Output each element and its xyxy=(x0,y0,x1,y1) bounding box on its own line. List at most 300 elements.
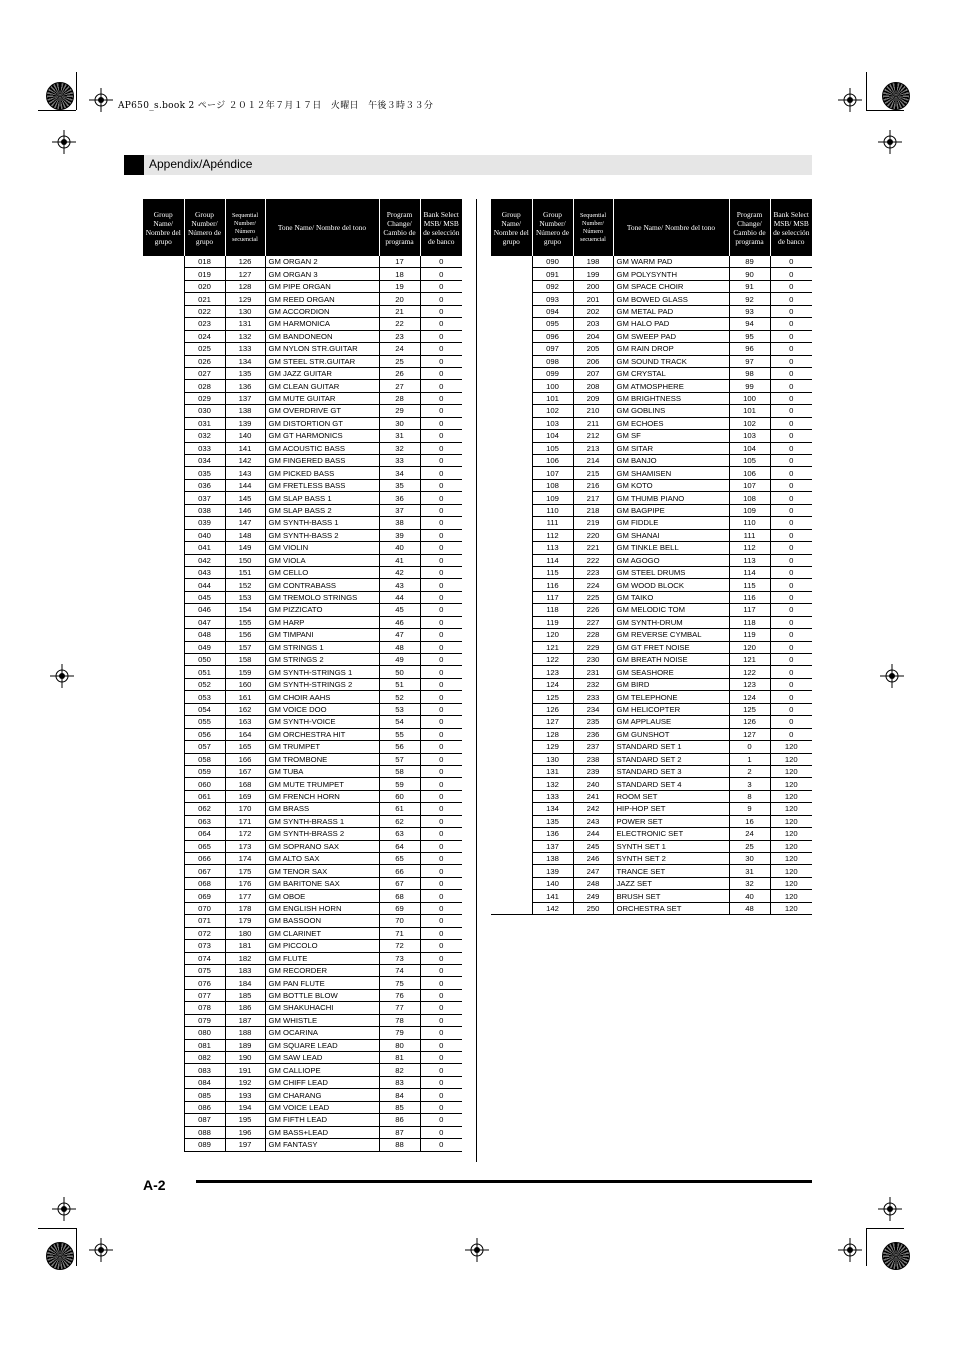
group-number-cell: 051 xyxy=(184,666,225,678)
sequential-number-cell: 191 xyxy=(225,1064,265,1076)
bank-select-cell: 0 xyxy=(770,280,812,292)
tone-name-cell: GM GUNSHOT xyxy=(613,728,729,740)
group-name-cell xyxy=(491,778,532,790)
table-row xyxy=(143,815,462,827)
program-change-cell: 25 xyxy=(729,840,770,852)
bank-select-cell: 120 xyxy=(770,778,812,790)
col-header-bank-select: Bank Select MSB/ MSB de selección de banco xyxy=(770,199,812,256)
program-change-cell: 24 xyxy=(379,343,420,355)
tone-name-cell: GM CHARANG xyxy=(265,1089,379,1101)
group-name-cell xyxy=(143,479,184,491)
group-name-cell xyxy=(143,828,184,840)
program-change-cell: 27 xyxy=(379,380,420,392)
table-row xyxy=(143,417,462,429)
sequential-number-cell: 174 xyxy=(225,853,265,865)
table-row xyxy=(143,268,462,280)
bank-select-cell: 0 xyxy=(770,417,812,429)
group-number-cell: 073 xyxy=(184,940,225,952)
group-number-cell: 103 xyxy=(532,417,573,429)
group-number-cell: 081 xyxy=(184,1039,225,1051)
bank-select-cell: 0 xyxy=(770,392,812,404)
program-change-cell: 96 xyxy=(729,343,770,355)
group-name-cell xyxy=(143,815,184,827)
table-row xyxy=(491,355,812,367)
program-change-cell: 62 xyxy=(379,815,420,827)
tone-name-cell: GM KOTO xyxy=(613,479,729,491)
program-change-cell: 100 xyxy=(729,392,770,404)
group-name-cell xyxy=(143,728,184,740)
program-change-cell: 74 xyxy=(379,964,420,976)
sequential-number-cell: 250 xyxy=(573,902,613,914)
group-name-cell xyxy=(491,280,532,292)
table-row xyxy=(143,952,462,964)
program-change-cell: 20 xyxy=(379,293,420,305)
table-row xyxy=(491,828,812,840)
table-row xyxy=(143,392,462,404)
sequential-number-cell: 229 xyxy=(573,641,613,653)
group-number-cell: 037 xyxy=(184,492,225,504)
table-row xyxy=(491,280,812,292)
program-change-cell: 33 xyxy=(379,455,420,467)
group-number-cell: 082 xyxy=(184,1052,225,1064)
group-number-cell: 100 xyxy=(532,380,573,392)
bank-select-cell: 0 xyxy=(420,803,462,815)
group-name-cell xyxy=(143,554,184,566)
sequential-number-cell: 189 xyxy=(225,1039,265,1051)
sequential-number-cell: 201 xyxy=(573,293,613,305)
program-change-cell: 125 xyxy=(729,703,770,715)
group-name-cell xyxy=(143,566,184,578)
program-change-cell: 81 xyxy=(379,1052,420,1064)
group-name-cell xyxy=(491,256,532,268)
bank-select-cell: 0 xyxy=(770,430,812,442)
program-change-cell: 53 xyxy=(379,703,420,715)
group-number-cell: 111 xyxy=(532,517,573,529)
group-name-cell xyxy=(143,778,184,790)
table-row xyxy=(143,405,462,417)
col-header-tone-name: Tone Name/ Nombre del tono xyxy=(265,199,379,256)
bank-select-cell: 0 xyxy=(420,778,462,790)
group-name-cell xyxy=(491,902,532,914)
table-row xyxy=(491,268,812,280)
tone-name-cell: STANDARD SET 4 xyxy=(613,778,729,790)
sequential-number-cell: 207 xyxy=(573,367,613,379)
group-name-cell xyxy=(491,355,532,367)
program-change-cell: 76 xyxy=(379,989,420,1001)
sequential-number-cell: 181 xyxy=(225,940,265,952)
group-number-cell: 066 xyxy=(184,853,225,865)
group-name-cell xyxy=(491,293,532,305)
footer-rule xyxy=(196,1180,812,1183)
group-name-cell xyxy=(143,504,184,516)
group-number-cell: 093 xyxy=(532,293,573,305)
group-name-cell xyxy=(491,803,532,815)
group-number-cell: 142 xyxy=(532,902,573,914)
program-change-cell: 99 xyxy=(729,380,770,392)
table-row xyxy=(491,479,812,491)
group-number-cell: 069 xyxy=(184,890,225,902)
program-change-cell: 36 xyxy=(379,492,420,504)
tone-name-cell: GM SLAP BASS 1 xyxy=(265,492,379,504)
tone-name-cell: GM SLAP BASS 2 xyxy=(265,504,379,516)
table-row xyxy=(143,256,462,268)
tone-name-cell: GM SYNTH-STRINGS 2 xyxy=(265,678,379,690)
table-row xyxy=(143,778,462,790)
col-header-program-change: Program Change/ Cambio de programa xyxy=(729,199,770,256)
group-number-cell: 075 xyxy=(184,964,225,976)
sequential-number-cell: 185 xyxy=(225,989,265,1001)
group-number-cell: 115 xyxy=(532,566,573,578)
crop-line xyxy=(38,110,76,111)
table-row xyxy=(143,280,462,292)
group-number-cell: 107 xyxy=(532,467,573,479)
bank-select-cell: 0 xyxy=(420,877,462,889)
sequential-number-cell: 173 xyxy=(225,840,265,852)
group-number-cell: 077 xyxy=(184,989,225,1001)
sequential-number-cell: 233 xyxy=(573,691,613,703)
sequential-number-cell: 139 xyxy=(225,417,265,429)
table-row xyxy=(143,1014,462,1026)
sequential-number-cell: 242 xyxy=(573,803,613,815)
program-change-cell: 115 xyxy=(729,579,770,591)
tone-name-cell: GM SOUND TRACK xyxy=(613,355,729,367)
group-name-cell xyxy=(143,952,184,964)
bank-select-cell: 0 xyxy=(770,703,812,715)
table-row xyxy=(143,542,462,554)
tone-name-cell: GM SHANAI xyxy=(613,529,729,541)
table-row xyxy=(143,293,462,305)
color-target-icon xyxy=(46,82,74,110)
bank-select-cell: 0 xyxy=(420,790,462,802)
tone-name-cell: GM SAW LEAD xyxy=(265,1052,379,1064)
sequential-number-cell: 159 xyxy=(225,666,265,678)
sequential-number-cell: 198 xyxy=(573,256,613,268)
table-row xyxy=(143,927,462,939)
crop-line xyxy=(866,72,867,110)
group-number-cell: 061 xyxy=(184,790,225,802)
group-number-cell: 036 xyxy=(184,479,225,491)
group-name-cell xyxy=(143,902,184,914)
program-change-cell: 102 xyxy=(729,417,770,429)
group-name-cell xyxy=(491,691,532,703)
sequential-number-cell: 153 xyxy=(225,591,265,603)
tone-name-cell: GM TELEPHONE xyxy=(613,691,729,703)
table-row xyxy=(491,691,812,703)
group-number-cell: 120 xyxy=(532,629,573,641)
table-row xyxy=(143,989,462,1001)
tone-name-cell: GM STRINGS 2 xyxy=(265,654,379,666)
table-row xyxy=(491,442,812,454)
sequential-number-cell: 155 xyxy=(225,616,265,628)
group-name-cell xyxy=(143,666,184,678)
table-row xyxy=(491,678,812,690)
tone-name-cell: GM VOICE LEAD xyxy=(265,1101,379,1113)
tone-name-cell: GM CHOIR AAHS xyxy=(265,691,379,703)
table-row xyxy=(491,405,812,417)
table-row xyxy=(143,865,462,877)
bank-select-cell: 0 xyxy=(770,492,812,504)
program-change-cell: 32 xyxy=(729,877,770,889)
tone-name-cell: GM TUBA xyxy=(265,765,379,777)
sequential-number-cell: 172 xyxy=(225,828,265,840)
table-row xyxy=(143,591,462,603)
program-change-cell: 95 xyxy=(729,330,770,342)
bank-select-cell: 0 xyxy=(420,492,462,504)
table-end-rule xyxy=(491,914,812,915)
tone-name-cell: GM SITAR xyxy=(613,442,729,454)
table-row xyxy=(491,417,812,429)
bank-select-cell: 0 xyxy=(420,964,462,976)
bank-select-cell: 0 xyxy=(420,591,462,603)
group-name-cell xyxy=(491,517,532,529)
group-name-cell xyxy=(491,828,532,840)
group-name-cell xyxy=(143,318,184,330)
program-change-cell: 59 xyxy=(379,778,420,790)
table-row xyxy=(491,790,812,802)
color-target-icon xyxy=(882,82,910,110)
program-change-cell: 103 xyxy=(729,430,770,442)
program-change-cell: 45 xyxy=(379,604,420,616)
sequential-number-cell: 234 xyxy=(573,703,613,715)
program-change-cell: 114 xyxy=(729,566,770,578)
crop-line xyxy=(38,1228,76,1229)
section-header xyxy=(124,155,812,175)
program-change-cell: 26 xyxy=(379,367,420,379)
registration-mark-icon xyxy=(89,88,113,112)
program-change-cell: 52 xyxy=(379,691,420,703)
sequential-number-cell: 127 xyxy=(225,268,265,280)
program-change-cell: 110 xyxy=(729,517,770,529)
bank-select-cell: 0 xyxy=(770,529,812,541)
table-row xyxy=(491,455,812,467)
table-row xyxy=(491,853,812,865)
group-name-cell xyxy=(143,790,184,802)
sequential-number-cell: 149 xyxy=(225,542,265,554)
group-number-cell: 080 xyxy=(184,1027,225,1039)
tone-name-cell: HIP-HOP SET xyxy=(613,803,729,815)
program-change-cell: 117 xyxy=(729,604,770,616)
table-row xyxy=(143,753,462,765)
sequential-number-cell: 205 xyxy=(573,343,613,355)
program-change-cell: 8 xyxy=(729,790,770,802)
table-row xyxy=(491,330,812,342)
sequential-number-cell: 148 xyxy=(225,529,265,541)
sequential-number-cell: 167 xyxy=(225,765,265,777)
bank-select-cell: 0 xyxy=(770,666,812,678)
bank-select-cell: 120 xyxy=(770,877,812,889)
program-change-cell: 83 xyxy=(379,1076,420,1088)
group-number-cell: 074 xyxy=(184,952,225,964)
tone-name-cell: GM ACOUSTIC BASS xyxy=(265,442,379,454)
registration-mark-icon xyxy=(52,1197,76,1221)
tone-name-cell: GM ACCORDION xyxy=(265,305,379,317)
group-name-cell xyxy=(491,417,532,429)
tone-name-cell: GM TRUMPET xyxy=(265,741,379,753)
group-number-cell: 112 xyxy=(532,529,573,541)
program-change-cell: 42 xyxy=(379,566,420,578)
bank-select-cell: 0 xyxy=(420,330,462,342)
tone-name-cell: GM SEASHORE xyxy=(613,666,729,678)
column-divider xyxy=(476,199,477,1162)
table-row xyxy=(143,517,462,529)
tone-name-cell: GM SOPRANO SAX xyxy=(265,840,379,852)
group-number-cell: 022 xyxy=(184,305,225,317)
group-name-cell xyxy=(143,280,184,292)
group-number-cell: 038 xyxy=(184,504,225,516)
bank-select-cell: 120 xyxy=(770,815,812,827)
bank-select-cell: 0 xyxy=(770,517,812,529)
tone-name-cell: GM BOTTLE BLOW xyxy=(265,989,379,1001)
program-change-cell: 119 xyxy=(729,629,770,641)
group-name-cell xyxy=(491,790,532,802)
sequential-number-cell: 212 xyxy=(573,430,613,442)
col-header-bank-select: Bank Select MSB/ MSB de selección de banco xyxy=(420,199,462,256)
group-number-cell: 114 xyxy=(532,554,573,566)
program-change-cell: 44 xyxy=(379,591,420,603)
group-number-cell: 131 xyxy=(532,765,573,777)
group-number-cell: 052 xyxy=(184,678,225,690)
table-row xyxy=(491,877,812,889)
tone-name-cell: GM OVERDRIVE GT xyxy=(265,405,379,417)
sequential-number-cell: 194 xyxy=(225,1101,265,1113)
group-number-cell: 126 xyxy=(532,703,573,715)
bank-select-cell: 0 xyxy=(420,504,462,516)
sequential-number-cell: 135 xyxy=(225,367,265,379)
group-number-cell: 034 xyxy=(184,455,225,467)
bank-select-cell: 120 xyxy=(770,865,812,877)
group-name-cell xyxy=(143,654,184,666)
bank-select-cell: 0 xyxy=(420,305,462,317)
sequential-number-cell: 137 xyxy=(225,392,265,404)
bank-select-cell: 0 xyxy=(420,380,462,392)
sequential-number-cell: 152 xyxy=(225,579,265,591)
group-name-cell xyxy=(143,380,184,392)
bank-select-cell: 0 xyxy=(420,654,462,666)
bank-select-cell: 0 xyxy=(770,442,812,454)
bank-select-cell: 0 xyxy=(770,479,812,491)
tone-name-cell: GM TROMBONE xyxy=(265,753,379,765)
registration-mark-icon xyxy=(878,130,902,154)
group-number-cell: 122 xyxy=(532,654,573,666)
tone-name-cell: GM SQUARE LEAD xyxy=(265,1039,379,1051)
group-name-cell xyxy=(491,877,532,889)
group-number-cell: 063 xyxy=(184,815,225,827)
bank-select-cell: 0 xyxy=(420,915,462,927)
group-name-cell xyxy=(491,305,532,317)
program-change-cell: 54 xyxy=(379,716,420,728)
group-name-cell xyxy=(491,542,532,554)
bank-select-cell: 0 xyxy=(420,442,462,454)
group-name-cell xyxy=(143,989,184,1001)
tone-name-cell: GM SHAKUHACHI xyxy=(265,1002,379,1014)
sequential-number-cell: 246 xyxy=(573,853,613,865)
tone-name-cell: GM PICKED BASS xyxy=(265,467,379,479)
sequential-number-cell: 227 xyxy=(573,616,613,628)
table-row xyxy=(143,1039,462,1051)
bank-select-cell: 0 xyxy=(420,1114,462,1126)
table-row xyxy=(143,1002,462,1014)
program-change-cell: 58 xyxy=(379,765,420,777)
program-change-cell: 118 xyxy=(729,616,770,628)
group-name-cell xyxy=(143,890,184,902)
bank-select-cell: 0 xyxy=(770,566,812,578)
col-header-program-change: Program Change/ Cambio de programa xyxy=(379,199,420,256)
sequential-number-cell: 193 xyxy=(225,1089,265,1101)
sequential-number-cell: 179 xyxy=(225,915,265,927)
group-name-cell xyxy=(491,641,532,653)
sequential-number-cell: 144 xyxy=(225,479,265,491)
program-change-cell: 9 xyxy=(729,803,770,815)
bank-select-cell: 0 xyxy=(770,380,812,392)
tone-name-cell: GM THUMB PIANO xyxy=(613,492,729,504)
program-change-cell: 31 xyxy=(729,865,770,877)
group-name-cell xyxy=(143,703,184,715)
sequential-number-cell: 202 xyxy=(573,305,613,317)
bank-select-cell: 0 xyxy=(420,318,462,330)
program-change-cell: 89 xyxy=(729,256,770,268)
group-name-cell xyxy=(143,430,184,442)
bank-select-cell: 0 xyxy=(770,716,812,728)
sequential-number-cell: 151 xyxy=(225,566,265,578)
sequential-number-cell: 232 xyxy=(573,678,613,690)
program-change-cell: 88 xyxy=(379,1139,420,1151)
group-name-cell xyxy=(143,915,184,927)
bank-select-cell: 0 xyxy=(420,678,462,690)
program-change-cell: 16 xyxy=(729,815,770,827)
program-change-cell: 24 xyxy=(729,828,770,840)
table-row xyxy=(491,504,812,516)
group-number-cell: 139 xyxy=(532,865,573,877)
tone-name-cell: GM CRYSTAL xyxy=(613,367,729,379)
group-name-cell xyxy=(143,1052,184,1064)
sequential-number-cell: 224 xyxy=(573,579,613,591)
group-number-cell: 067 xyxy=(184,865,225,877)
group-number-cell: 113 xyxy=(532,542,573,554)
table-row xyxy=(491,604,812,616)
program-change-cell: 37 xyxy=(379,504,420,516)
sequential-number-cell: 128 xyxy=(225,280,265,292)
tone-name-cell: GM STRINGS 1 xyxy=(265,641,379,653)
table-row xyxy=(143,1089,462,1101)
program-change-cell: 0 xyxy=(729,741,770,753)
registration-mark-icon xyxy=(838,1238,862,1262)
tone-name-cell: GM PIZZICATO xyxy=(265,604,379,616)
program-change-cell: 112 xyxy=(729,542,770,554)
group-name-cell xyxy=(491,853,532,865)
tone-name-cell: GM MUTE TRUMPET xyxy=(265,778,379,790)
tone-name-cell: GM MELODIC TOM xyxy=(613,604,729,616)
tone-name-cell: GM VIOLIN xyxy=(265,542,379,554)
bank-select-cell: 0 xyxy=(420,765,462,777)
bank-select-cell: 0 xyxy=(420,940,462,952)
program-change-cell: 67 xyxy=(379,877,420,889)
program-change-cell: 40 xyxy=(379,542,420,554)
group-name-cell xyxy=(143,765,184,777)
group-number-cell: 019 xyxy=(184,268,225,280)
tone-name-cell: ORCHESTRA SET xyxy=(613,902,729,914)
group-number-cell: 138 xyxy=(532,853,573,865)
table-row xyxy=(491,641,812,653)
group-number-cell: 042 xyxy=(184,554,225,566)
bank-select-cell: 0 xyxy=(420,1039,462,1051)
bank-select-cell: 0 xyxy=(770,579,812,591)
tone-name-cell: GM STEEL STR.GUITAR xyxy=(265,355,379,367)
tone-name-cell: GM BANDONEON xyxy=(265,330,379,342)
group-number-cell: 102 xyxy=(532,405,573,417)
group-name-cell xyxy=(491,716,532,728)
bank-select-cell: 0 xyxy=(420,691,462,703)
sequential-number-cell: 130 xyxy=(225,305,265,317)
